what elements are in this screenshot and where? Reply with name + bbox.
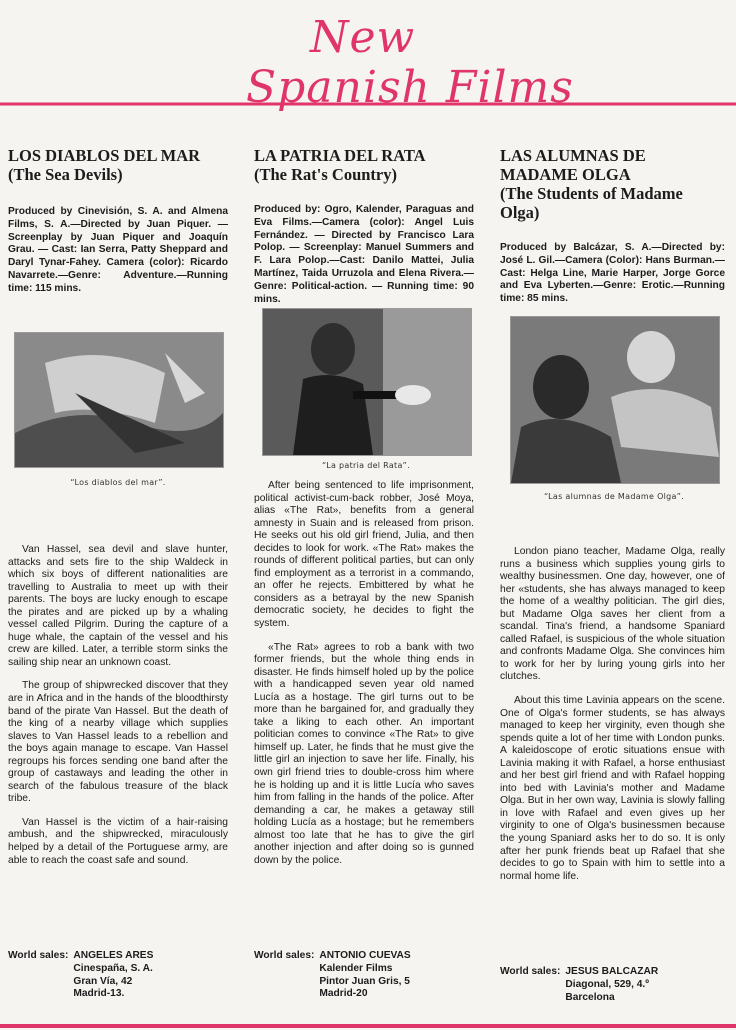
synopsis-paragraph: «The Rat» agrees to rob a bank with two former friends, but the whole thing ends in disaster. He finds himself holed up by the police with a handicapped seven year old named Lucía as a hostage. The girl turns out to be more than he bargained for, and gradually they take a liking to each other. An important politician comes to convince «The Rat» to give himself up. Later, he finds that he must give the little girl an injection to save her life. Finally, his own girl friend tries to double-cross him where he is holding up and it is little Lucía who saves him from falling in the hands of the police. After demanding a car, he makes a getaway still holding Lucía as a hostage; but he remembers almost too late that he has to give the girl another injection and after doing so is gunned down by the police. (254, 641, 474, 866)
synopsis-paragraph: After being sentenced to life imprisonment, political activist-cum-back robber, José Moya, alias «The Rat», benefits from a general amnesty in Suain and is released from prison. He seeks out his old girl friend, Julia, and then decides to look for work. «The Rat» makes the rounds of different political parties, but can only find employment as a terrorist in a commando, an offer he rejects. Embittered by what he considers as a betrayal by the new Spanish democratic society, he decides to fight the system. (254, 480, 474, 630)
synopsis-paragraph: London piano teacher, Madame Olga, really runs a business which supplies young girls to wealthy businessmen. One day, however, one of her «students, she has always managed to keep the home of a wealthy politician. The girl dies, but Madame Olga saves her client from a scandal. Tina's friend, a handsome Spaniard called Rafael, is suspicious of the whole situation and confronts Madame Olga. She convinces him to work for her by luring young girls into her clutches. (500, 546, 725, 683)
sales-contact-line: ANGELES ARES (73, 950, 154, 961)
masthead-word-new: New (310, 12, 416, 63)
film-synopsis (8, 544, 228, 878)
film-column-1 (8, 146, 228, 296)
photo-caption: “La patria del Rata”. (322, 461, 410, 470)
photo-caption: “Las alumnas de Madame Olga”. (543, 492, 685, 501)
film-credits: Produced by Cinevisión, S. A. and Almena Films, S. A.—Directed by Juan Piquer. — Screenplay by Juan Piquer and Joaquín Grau. — Cast: Ian Serra, Patty Sheppard and Daryl Tynar-Fahey. Camera (color): Ricardo Navarrete.—Genre: Adventure.—Running time: 115 mins. (8, 206, 228, 294)
world-sales-block (8, 950, 228, 1001)
pirate-ship-illustration (15, 333, 223, 467)
bottom-rule (0, 1024, 736, 1028)
film-title: LOS DIABLOS DEL MAR (8, 146, 201, 165)
film-still-rats-country (262, 308, 472, 456)
synopsis-paragraph: Van Hassel, sea devil and slave hunter, attacks and sets fire to the ship Waldeck in which six boys of different nationalities are travelling to Australia to meet up with their parents. The boys are lucky enough to escape the pirates and are picked up by a whaling vessel called Pilgrim. During the capture of a huge whale, the captain of the vessel and his crew are killed. Later, a terrible storm sinks the sailing ship near an unknown coast. (8, 544, 228, 668)
film-credits: Produced by: Ogro, Kalender, Paraguas and Eva Films.—Camera (color): Angel Luis Fernández. — Directed by Francisco Lara Polop. — Screenplay: Manuel Summers and F. Lara Polop.—Cast: Danilo Mattei, Julia Martínez, Taida Urruzola and Elena Rivera.—Genre: Political-action. — Running time: 90 mins. (254, 204, 474, 305)
film-column-3 (500, 146, 725, 306)
sales-contact-line: JESUS BALCAZAR (565, 966, 659, 977)
world-sales-block (500, 966, 725, 1004)
world-sales-label: World sales: (254, 950, 315, 961)
synopsis-paragraph: The group of shipwrecked discover that they are in Africa and in the hands of the bloodthirsty band of the pirate Van Hassel. But the death of the king of a nearby village which supplies slaves to Van Hassel leads to a rebellion and the boys again manage to escape. Van Hassel regroups his forces sending one band after the group of castaways and leading the other in search of the fabulous treasure of the black tribe. (8, 680, 228, 805)
gunman-photo-illustration (263, 309, 471, 455)
masthead-word-spanish-films: Spanish Films (246, 62, 574, 113)
film-still-sea-devils (14, 332, 224, 468)
women-photo-illustration (511, 317, 719, 483)
sales-contact-line: Kalender Films (319, 962, 393, 974)
film-subtitle: (The Rat's Country) (254, 165, 397, 184)
synopsis-paragraph: Van Hassel is the victim of a hair-raising ambush, and the shipwrecked, miraculously helped by a detail of the Portuguese army, are able to reach the coast safe and sound. (8, 816, 228, 866)
sales-contact-line: ANTONIO CUEVAS (319, 950, 411, 961)
film-subtitle: (The Students of Madame Olga) (500, 184, 683, 222)
world-sales-label: World sales: (8, 950, 69, 961)
film-still-madame-olga (510, 316, 720, 484)
film-title: LAS ALUMNAS DE MADAME OLGA (500, 146, 646, 184)
world-sales-block (254, 950, 474, 1001)
sales-contact-line: Gran Vía, 42 (73, 975, 133, 987)
sales-contact-line: Madrid-13. (73, 988, 125, 1000)
film-title: LA PATRIA DEL RATA (254, 146, 426, 165)
sales-contact-line: Barcelona (565, 991, 615, 1003)
film-synopsis (254, 480, 474, 878)
film-column-2 (254, 146, 474, 306)
sales-contact-line: Pintor Juan Gris, 5 (319, 975, 410, 987)
film-credits: Produced by Balcázar, S. A.—Directed by: José L. Gil.—Camera (Color): Hans Burman.—Cast: Helga Line, Marie Harper, Jorge Gorce and Eva Lyberten.—Genre: Erotic.—Running time: 85 mins. (500, 242, 725, 305)
world-sales-label: World sales: (500, 966, 561, 977)
synopsis-paragraph: About this time Lavinia appears on the scene. One of Olga's former students, se has always managed to keep her virginity, even though she spends quite a lot of her time with London punks. A kaleidoscope of erotic situations ensue with Lavinia making it with Rafael, a horse enthusiast and her best girl friend and with Rafael hopping into bed with Lavinia's mother and Madame Olga. But in her own way, Lavinia is slowly falling in love with Rafael and even gives up her virginity to one of Olga's businessmen because the young Spaniard asks her to do so. It is only after her punk friends beat up Rafael that she decides to go to Spain with him to settle into a normal home life. (500, 695, 725, 882)
sales-contact-line: Diagonal, 529, 4.º (565, 978, 649, 990)
sales-contact-line: Madrid-20 (319, 988, 368, 1000)
photo-caption: “Los diablos del mar”. (70, 478, 166, 487)
sales-contact-line: Cinespaña, S. A. (73, 962, 153, 974)
film-subtitle: (The Sea Devils) (8, 165, 123, 184)
masthead (0, 0, 736, 120)
film-synopsis (500, 546, 725, 894)
